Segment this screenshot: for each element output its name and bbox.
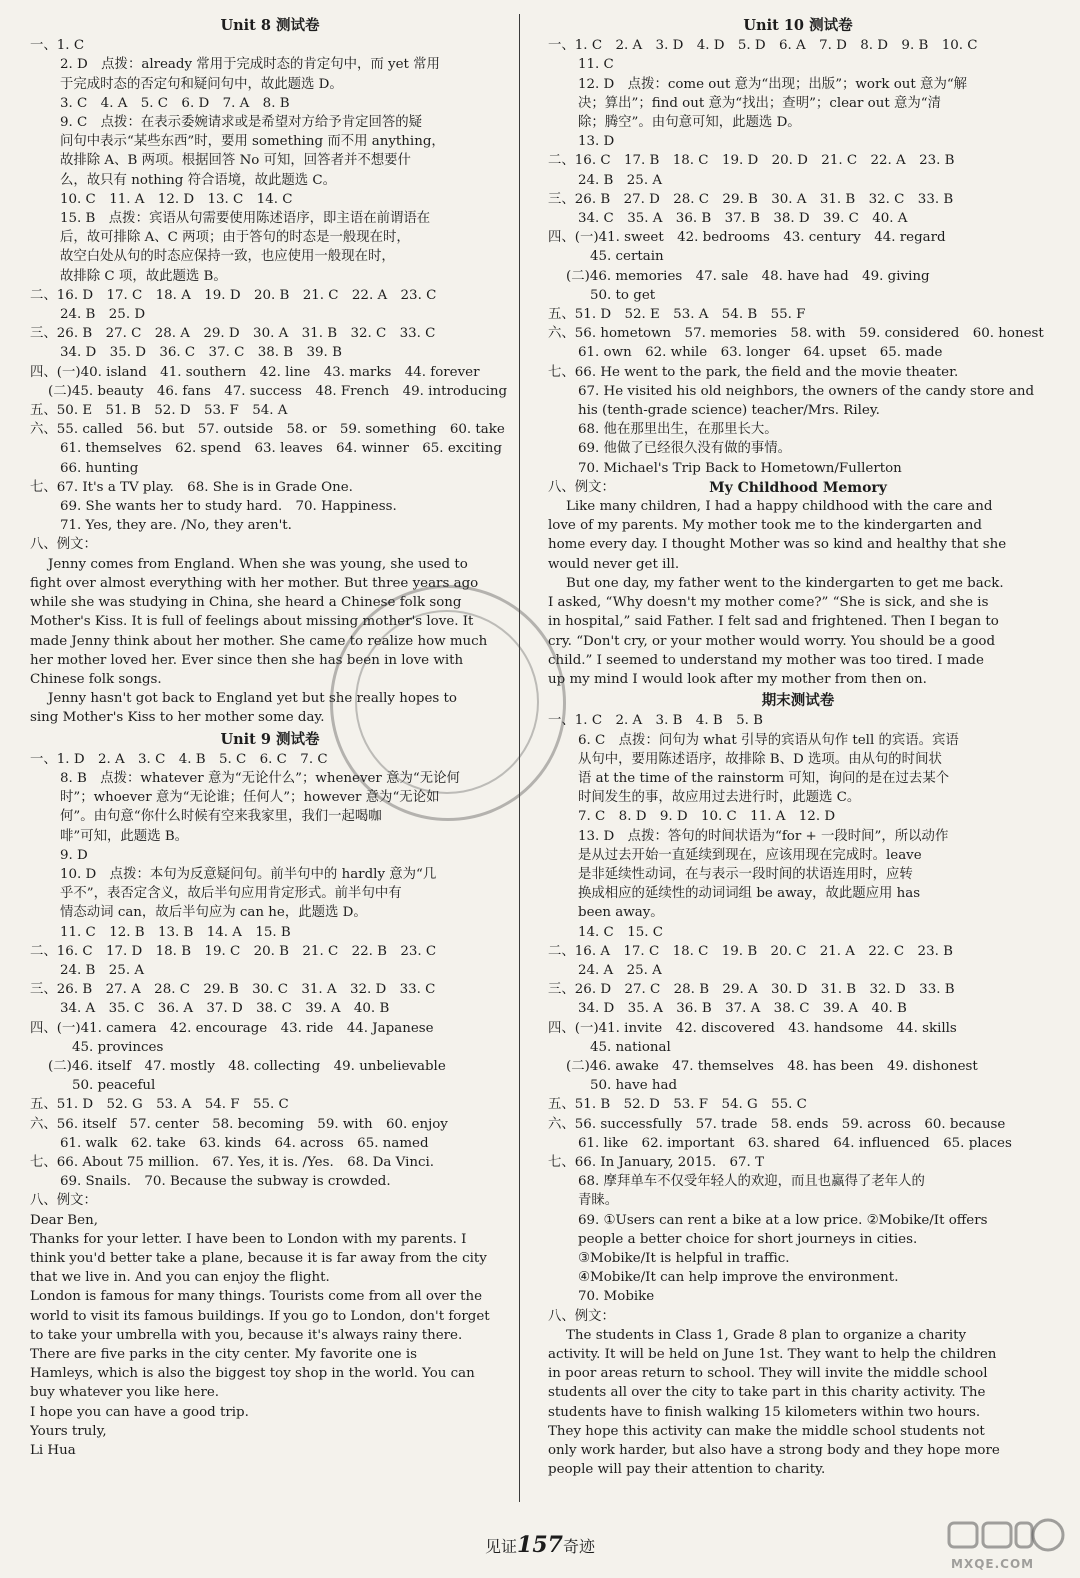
- answer-line: Dear Ben,: [30, 1212, 98, 1228]
- answer-line: 二、16. D 17. C 18. A 19. D 20. B 21. C 22. A 23. C: [30, 287, 437, 303]
- seal-stamp: [330, 585, 566, 821]
- answer-line: 是非延续性动词，在与表示一段时间的状语连用时，应转: [578, 866, 913, 882]
- answer-line: 三、26. D 27. C 28. B 29. A 30. D 31. B 32. D 33. B: [548, 982, 955, 998]
- answer-line: world to visit its famous buildings. If you go to London, don't forget: [30, 1308, 490, 1324]
- answer-line: Yours truly,: [30, 1423, 107, 1439]
- answer-line: 61. themselves 62. spend 63. leaves 64. winner 65. exciting: [60, 441, 502, 457]
- answer-line: 61. own 62. while 63. longer 64. upset 65. made: [578, 345, 943, 361]
- answer-line: 66. hunting: [60, 460, 139, 476]
- answer-line: 啡”可知，此题选 B。: [60, 828, 189, 844]
- answer-line: 69. She wants her to study hard. 70. Happiness.: [60, 499, 397, 515]
- answer-line: 时”；whoever 意为“无论谁；任何人”；however 意为“无论如: [60, 790, 440, 806]
- answer-line: child.” I seemed to understand my mother was too tired. I made: [548, 652, 984, 668]
- answer-line: 67. He visited his old neighbors, the owners of the candy store and: [578, 383, 1035, 399]
- answer-line: in poor areas return to school. They will invite the middle school: [548, 1366, 988, 1382]
- answer-line: ③Mobike/It is helpful in traffic.: [578, 1251, 790, 1266]
- answer-line: while she was studying in China, she heard a Chinese folk song: [30, 595, 462, 611]
- answer-line: 61. walk 62. take 63. kinds 64. across 65. named: [60, 1135, 429, 1151]
- answer-line: But one day, my father went to the kindergarten to get me back.: [566, 575, 1004, 591]
- answer-line: 9. C 点拨：在表示委婉请求或是希望对方给予肯定回答的疑: [60, 115, 423, 131]
- page-number: 157: [517, 1532, 563, 1558]
- answer-line: 后，故可排除 A、C 两项；由于答句的时态是一般现在时，: [60, 230, 410, 246]
- answer-line: 七、66. In January, 2015. 67. T: [548, 1154, 764, 1170]
- answer-line: 34. D 35. A 36. B 37. A 38. C 39. A 40. B: [578, 1001, 907, 1017]
- answer-line: 24. B 25. A: [578, 172, 663, 188]
- answer-line: 6. C 点拨：问句为 what 引导的宾语从句作 tell 的宾语。宾语: [578, 732, 959, 748]
- answer-line: sing Mother's Kiss to her mother some day.: [30, 710, 325, 726]
- answer-line: think you'd better take a plane, because it is far away from the city: [30, 1251, 487, 1266]
- answer-line: 14. C 15. C: [578, 924, 663, 940]
- answer-line: (二)45. beauty 46. fans 47. success 48. French 49. introducing: [48, 383, 508, 399]
- answer-line: her mother loved her. Ever since then she has been in love with: [30, 652, 464, 668]
- answer-line: 四、(一)40. island 41. southern 42. line 43. marks 44. forever: [30, 364, 480, 380]
- answer-line: 二、16. C 17. D 18. B 19. C 20. B 21. C 22. B 23. C: [30, 943, 437, 959]
- answer-line: cry. “Don't cry, or your mother would worry. You should be a good: [548, 633, 996, 649]
- answer-line: London is famous for many things. Tourists come from all over the: [30, 1289, 483, 1305]
- answer-line: 68. 他在那里出生，在那里长大。: [578, 422, 778, 438]
- answer-line: 问句中表示“某些东西”时，要用 something 而不用 anything，: [60, 134, 445, 150]
- answer-line: 换成相应的延续性的动词词组 be away，故此题应用 has: [578, 886, 921, 902]
- answer-line: 三、26. B 27. D 28. C 29. B 30. A 31. B 32. C 33. B: [548, 191, 954, 207]
- answer-line: ④Mobike/It can help improve the environment.: [578, 1270, 899, 1286]
- answer-line: 二、16. A 17. C 18. C 19. B 20. C 21. A 22. C 23. B: [548, 943, 953, 959]
- answer-line: made Jenny think about her mother. She came to realize how much: [30, 633, 488, 649]
- answer-line: 青睐。: [578, 1193, 619, 1209]
- section-title: Unit 8 测试卷: [220, 17, 320, 34]
- answer-line: 于完成时态的否定句和疑问句中，故此题选 D。: [60, 76, 343, 92]
- answer-line: up my mind I would look after my mother from then on.: [548, 671, 927, 687]
- answer-line: 24. B 25. D: [60, 307, 146, 323]
- watermark-logo-icon: [945, 1515, 1065, 1555]
- answer-line: 六、55. called 56. but 57. outside 58. or 59. something 60. take: [30, 422, 505, 438]
- answer-line: 13. D: [578, 134, 615, 150]
- answer-line: his (tenth-grade science) teacher/Mrs. Riley.: [578, 403, 880, 419]
- answer-line: people will pay their attention to charity.: [548, 1462, 826, 1478]
- section-title: 期末测试卷: [761, 692, 835, 710]
- answer-line: 11. C 12. B 13. B 14. A 15. B: [60, 924, 291, 940]
- answer-line: love of my parents. My mother took me to the kindergarten and: [548, 518, 982, 534]
- answer-line: The students in Class 1, Grade 8 plan to organize a charity: [566, 1327, 967, 1343]
- answer-line: 七、67. It's a TV play. 68. She is in Grade One.: [30, 479, 353, 495]
- answer-line: 7. C 8. D 9. D 10. C 11. A 12. D: [578, 809, 836, 825]
- answer-line: 从句中，要用陈述语序，故排除 B、D 选项。由从句的时间状: [578, 751, 942, 767]
- answer-line: 八、例文：: [30, 1193, 97, 1209]
- answer-line: 13. D 点拨：答句的时间状语为“for + 一段时间”，所以动作: [578, 828, 949, 844]
- footer-suffix: 奇迹: [562, 1537, 595, 1556]
- answer-line: 34. C 35. A 36. B 37. B 38. D 39. C 40. A: [578, 211, 908, 227]
- answer-line: only work harder, but also have a strong body and they hope more: [548, 1443, 1000, 1459]
- answer-line: 10. C 11. A 12. D 13. C 14. C: [60, 191, 293, 207]
- answer-line: 五、51. D 52. E 53. A 54. B 55. F: [548, 307, 806, 323]
- answer-line: There are five parks in the city center. My favorite one is: [30, 1347, 418, 1363]
- answer-line: (二)46. itself 47. mostly 48. collecting 49. unbelievable: [48, 1058, 446, 1074]
- answer-line: 8. B 点拨：whatever 意为“无论什么”；whenever 意为“无论何: [60, 770, 460, 786]
- answer-line: Mother's Kiss. It is full of feelings about missing mother's love. It: [30, 614, 474, 630]
- answer-line: 六、56. hometown 57. memories 58. with 59. considered 60. honest: [548, 326, 1044, 342]
- answer-line: Thanks for your letter. I have been to London with my parents. I: [30, 1231, 467, 1247]
- answer-line: Like many children, I had a happy childhood with the care and: [566, 499, 993, 515]
- answer-line: 五、51. B 52. D 53. F 54. G 55. C: [548, 1097, 807, 1113]
- answer-line: 六、56. successfully 57. trade 58. ends 59. across 60. because: [548, 1116, 1006, 1132]
- answer-line: Chinese folk songs.: [30, 671, 162, 687]
- answer-line: 50. peaceful: [72, 1078, 156, 1094]
- section-title: Unit 9 测试卷: [220, 730, 320, 748]
- answer-line: 24. B 25. A: [60, 962, 145, 978]
- answer-line: 69. 他做了已经很久没有做的事情。: [578, 441, 792, 457]
- answer-line: students all over the city to take part in this charity activity. The: [548, 1385, 986, 1401]
- answer-line: 12. D 点拨：come out 意为“出现；出版”；work out 意为“解: [578, 76, 968, 92]
- answer-line: 乎不”，表否定含义，故后半句应用肯定形式。前半句中有: [60, 886, 402, 902]
- answer-line: 34. A 35. C 36. A 37. D 38. C 39. A 40. B: [60, 1001, 390, 1017]
- answer-line: students have to finish walking 15 kilometers within two hours.: [548, 1404, 981, 1420]
- answer-line: 68. 摩拜单车不仅受年轻人的欢迎，而且也赢得了老年人的: [578, 1174, 925, 1190]
- answer-line: 三、26. B 27. C 28. A 29. D 30. A 31. B 32. C 33. C: [30, 326, 436, 342]
- answer-line: (二)46. memories 47. sale 48. have had 49. giving: [566, 268, 930, 284]
- answer-line: 六、56. itself 57. center 58. becoming 59. with 60. enjoy: [30, 1116, 448, 1132]
- answer-line: home every day. I thought Mother was so kind and healthy that she: [548, 537, 1007, 553]
- answer-line: 一、1. C: [30, 38, 85, 54]
- answer-line: 45. national: [590, 1039, 671, 1055]
- answer-line: Li Hua: [30, 1443, 76, 1459]
- answer-line: 么，故只有 nothing 符合语境，故此题选 C。: [60, 172, 337, 188]
- essay-label: 八、例文：: [548, 479, 615, 495]
- answer-line: 70. Michael's Trip Back to Hometown/Fullerton: [578, 460, 902, 476]
- answer-line: 四、(一)41. invite 42. discovered 43. handsome 44. skills: [548, 1020, 957, 1036]
- answer-line: 3. C 4. A 5. C 6. D 7. A 8. B: [60, 95, 290, 111]
- answer-line: 三、26. B 27. A 28. C 29. B 30. C 31. A 32. D 33. C: [30, 982, 436, 998]
- answer-line: 除；腾空”。由句意可知，此题选 D。: [578, 115, 801, 131]
- answer-line: 五、50. E 51. B 52. D 53. F 54. A: [30, 403, 288, 419]
- answer-line: 34. D 35. D 36. C 37. C 38. B 39. B: [60, 345, 342, 361]
- answer-line: They hope this activity can make the middle school students not: [548, 1423, 985, 1439]
- answer-line: 10. D 点拨：本句为反意疑问句。前半句中的 hardly 意为“几: [60, 866, 437, 882]
- answer-line: 11. C: [578, 57, 614, 73]
- answer-line: 15. B 点拨：宾语从句需要使用陈述语序，即主语在前谓语在: [60, 211, 431, 227]
- answer-line: 何”。由句意“你什么时候有空来我家里，我们一起喝咖: [60, 809, 382, 825]
- answer-line: I hope you can have a good trip.: [30, 1404, 249, 1420]
- site-watermark: [945, 1515, 1065, 1570]
- answer-line: 情态动词 can，故后半句应为 can he，此题选 D。: [60, 905, 367, 921]
- answer-line: I asked, “Why doesn't my mother come?” “She is sick, and she is: [548, 595, 989, 611]
- answer-line: in hospital,” said Father. I felt sad and frightened. Then I began to: [548, 614, 999, 630]
- section-title: Unit 10 测试卷: [743, 17, 853, 34]
- watermark-url: MXQE.COM: [951, 1557, 1035, 1571]
- answer-line: would never get ill.: [548, 556, 680, 572]
- answer-line: that we live in. And you can enjoy the flight.: [30, 1270, 330, 1286]
- answer-line: 一、1. C 2. A 3. B 4. B 5. B: [548, 713, 763, 729]
- answer-line: Hamleys, which is also the biggest toy shop in the world. You can: [30, 1366, 475, 1382]
- answer-line: 9. D: [60, 847, 88, 863]
- answer-line: 71. Yes, they are. /No, they aren't.: [60, 518, 292, 534]
- right-column: [548, 14, 1048, 1479]
- answer-line: 故空白处从句的时态应保持一致，也应使用一般现在时，: [60, 249, 395, 265]
- answer-line: 故排除 A、B 两项。根据回答 No 可知，回答者并不想要什: [60, 153, 411, 169]
- answer-line: 决；算出”；find out 意为“找出；查明”；clear out 意为“清: [578, 95, 942, 111]
- answer-line: to take your umbrella with you, because it's always rainy there.: [30, 1327, 463, 1343]
- answer-line: Jenny comes from England. When she was young, she used to: [48, 556, 468, 572]
- answer-line: 69. ①Users can rent a bike at a low price. ②Mobike/It offers: [578, 1212, 988, 1228]
- answer-line: Jenny hasn't got back to England yet but she really hopes to: [48, 691, 457, 707]
- answer-line: 24. A 25. A: [578, 962, 662, 978]
- answer-line: 故排除 C 项，故此题选 B。: [60, 268, 227, 284]
- answer-line: 一、1. D 2. A 3. C 4. B 5. C 6. C 7. C: [30, 751, 328, 767]
- answer-line: activity. It will be held on June 1st. They want to help the children: [548, 1347, 997, 1363]
- answer-line: 50. have had: [590, 1078, 678, 1094]
- answer-line: 70. Mobike: [578, 1289, 655, 1305]
- answer-line: 45. provinces: [72, 1039, 164, 1055]
- answer-line: 是从过去开始一直延续到现在，应该用现在完成时。leave: [578, 847, 922, 863]
- answer-line: 四、(一)41. sweet 42. bedrooms 43. century 44. regard: [548, 230, 946, 246]
- answer-line: 八、例文：: [30, 537, 97, 553]
- essay-title: My Childhood Memory: [709, 479, 887, 496]
- answer-line: 二、16. C 17. B 18. C 19. D 20. D 21. C 22. A 23. B: [548, 153, 955, 169]
- answer-line: 五、51. D 52. G 53. A 54. F 55. C: [30, 1097, 289, 1113]
- answer-line: 一、1. C 2. A 3. D 4. D 5. D 6. A 7. D 8. D 9. B 10. C: [548, 38, 978, 54]
- answer-line: fight over almost everything with her mother. But three years ago: [30, 575, 479, 591]
- answer-line: (二)46. awake 47. themselves 48. has been 49. dishonest: [566, 1058, 978, 1074]
- essay-header: [548, 478, 1048, 497]
- answer-line: 七、66. About 75 million. 67. Yes, it is. /Yes. 68. Da Vinci.: [30, 1154, 435, 1170]
- answer-line: 七、66. He went to the park, the field and the movie theater.: [548, 364, 959, 380]
- answer-line: 69. Snails. 70. Because the subway is crowded.: [60, 1174, 391, 1190]
- answer-line: 时间发生的事，故应用过去进行时，此题选 C。: [578, 790, 861, 806]
- answer-line: people a better choice for short journeys in cities.: [578, 1231, 918, 1247]
- answer-line: been away。: [578, 905, 664, 921]
- page-footer: [0, 1532, 1080, 1558]
- answer-line: 四、(一)41. camera 42. encourage 43. ride 44. Japanese: [30, 1020, 434, 1036]
- answer-line: 2. D 点拨：already 常用于完成时态的肯定句中，而 yet 常用: [60, 57, 440, 73]
- answer-line: 61. like 62. important 63. shared 64. influenced 65. places: [578, 1135, 1012, 1151]
- footer-prefix: 见证: [485, 1537, 518, 1556]
- answer-line: buy whatever you like here.: [30, 1385, 220, 1401]
- answer-line: 语 at the time of the rainstorm 可知，询问的是在过去某个: [578, 770, 950, 786]
- answer-line: 八、例文：: [548, 1308, 615, 1324]
- answer-line: 50. to get: [590, 287, 656, 303]
- answer-line: 45. certain: [590, 249, 664, 265]
